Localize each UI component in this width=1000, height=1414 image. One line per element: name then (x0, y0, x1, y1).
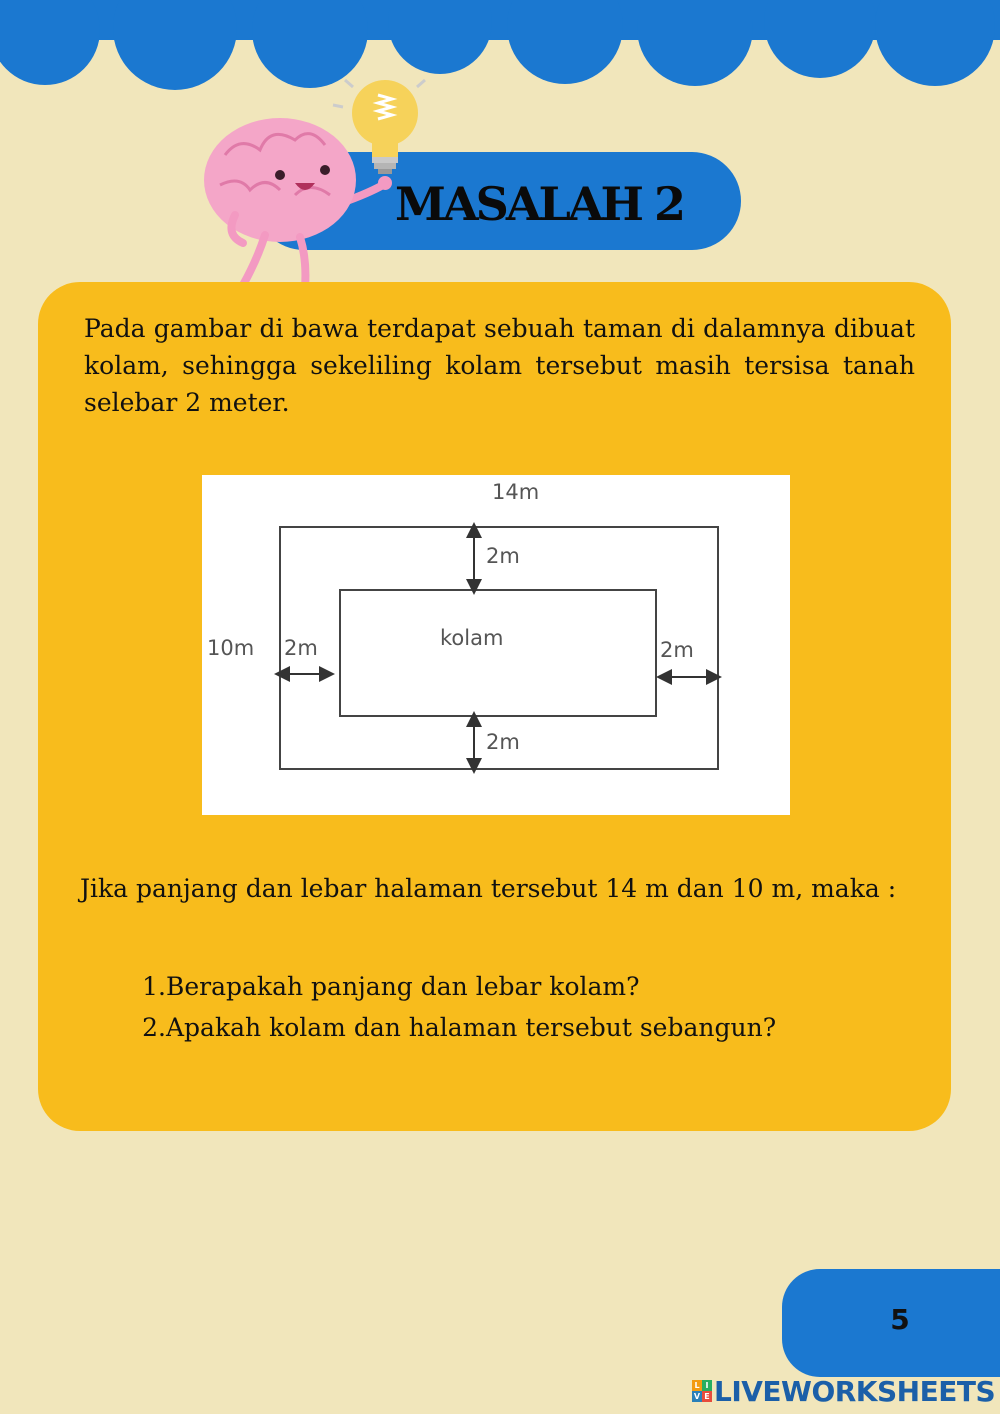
pool-rectangle (340, 590, 656, 716)
label-gap-top: 2m (486, 544, 520, 568)
question-number: 2. (142, 1013, 166, 1042)
list-item (140, 966, 776, 1007)
question-number: 1. (142, 972, 166, 1001)
page-title: MASALAH 2 (395, 177, 684, 231)
label-gap-bottom: 2m (486, 730, 520, 754)
page-number: 5 (890, 1303, 910, 1336)
problem-description: Pada gambar di bawa terdapat sebuah taman di dalamnya dibuat kolam, sehingga sekeliling kolam tersebut masih tersisa tanah selebar 2 meter. (84, 314, 915, 417)
brand-watermark (692, 1371, 995, 1411)
label-gap-right: 2m (660, 638, 694, 662)
list-item (140, 1007, 776, 1048)
question-intro: Jika panjang dan lebar halaman tersebut 14 m dan 10 m, maka : (80, 874, 897, 903)
question-text: Apakah kolam dan halaman tersebut sebangun? (166, 1013, 777, 1042)
label-gap-left: 2m (284, 636, 318, 660)
brand-name: LIVEWORKSHEETS (714, 1374, 996, 1408)
liveworksheets-logo-icon: L I V E (692, 1380, 712, 1402)
question-list (140, 966, 776, 1048)
cloud-banner (0, 0, 1000, 100)
label-pool: kolam (440, 626, 504, 650)
label-width: 10m (207, 636, 255, 660)
question-text: Berapakah panjang dan lebar kolam? (166, 972, 640, 1001)
garden-pool-diagram (202, 475, 790, 815)
label-length: 14m (492, 480, 540, 504)
